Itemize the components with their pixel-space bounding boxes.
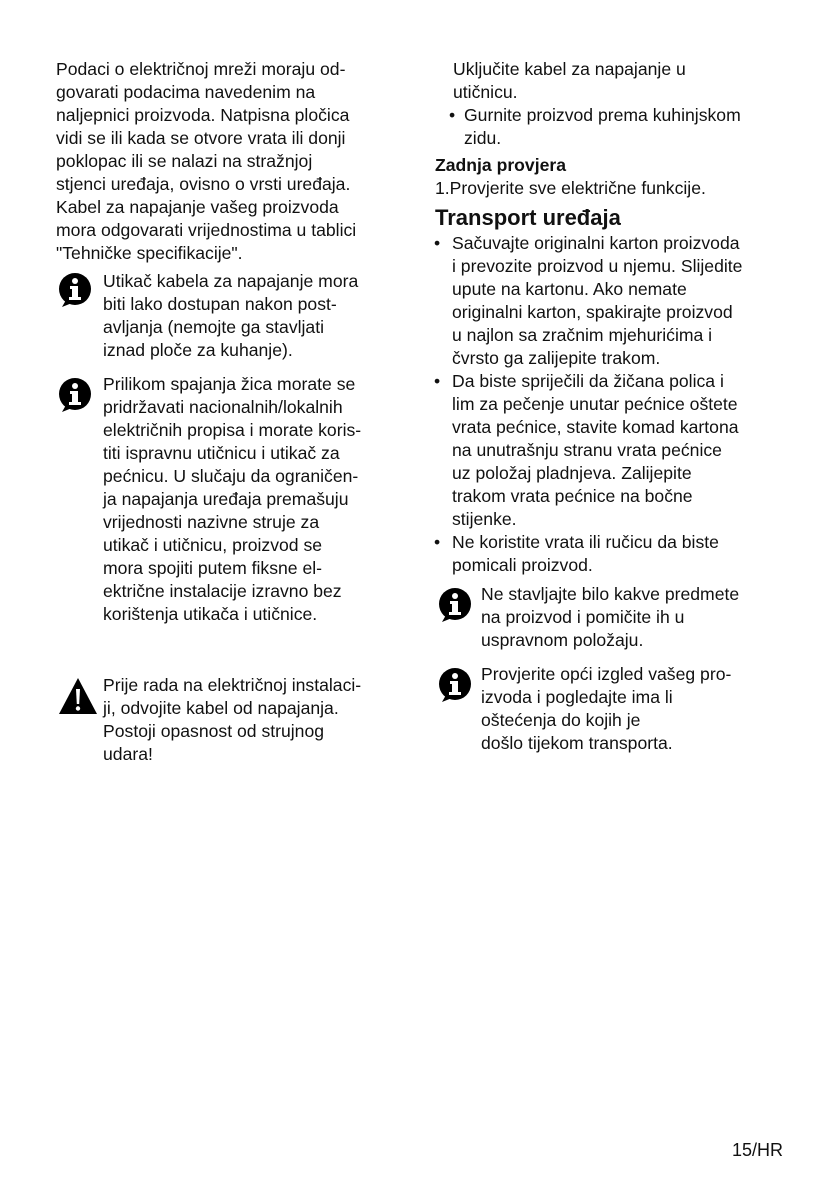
text-line: Gurnite proizvod prema kuhinjskom [464, 105, 741, 125]
info-icon [58, 272, 92, 308]
info-icon [58, 377, 92, 413]
text-line: pridržavati nacionalnih/lokalnih [103, 397, 343, 417]
text-line: mora spojiti putem fiksne el- [103, 558, 323, 578]
text-line: upute na kartonu. Ako nemate [452, 279, 687, 299]
info-icon [438, 587, 472, 623]
bullet-marker: • [434, 233, 441, 253]
text-line: i prevozite proizvod u njemu. Slijedite [452, 256, 743, 276]
text-line: Prije rada na električnoj instalaci- [103, 675, 362, 695]
note-wiring-regulations [103, 373, 361, 626]
text-line: poklopac ili se nalazi na stražnjoj [56, 151, 313, 171]
text-line: izvoda i pogledajte ima li [481, 687, 673, 707]
page-number: 15/HR [731, 1140, 783, 1160]
text-line: uspravnom položaju. [481, 630, 644, 650]
text-line: pomicali proizvod. [452, 555, 593, 575]
text-line: na unutrašnju stranu vrata pećnice [452, 440, 722, 460]
text-line: došlo tijekom transporta. [481, 733, 673, 753]
transport-bullet-shelf [434, 370, 739, 531]
text-line: u najlon sa zračnim mjehurićima i [452, 325, 713, 345]
text-line: ektrične instalacije izravno bez [103, 581, 342, 601]
note-plug-access [103, 270, 358, 362]
transport-bullet-handle [434, 531, 719, 577]
text-line: "Tehničke specifikacije". [56, 243, 243, 263]
bullet-marker: • [449, 105, 456, 125]
text-line: naljepnici proizvoda. Natpisna pločica [56, 105, 350, 125]
warning-icon [57, 676, 99, 716]
text-line: originalni karton, spakirajte proizvod [452, 302, 733, 322]
text-line: korištenja utikača i utičnice. [103, 604, 318, 624]
text-line: titi ispravnu utičnicu i utikač za [103, 443, 340, 463]
note-no-objects [481, 583, 739, 652]
text-line: Ne koristite vrata ili ručicu da biste [452, 532, 719, 552]
text-line: vrata pećnice, stavite komad kartona [452, 417, 739, 437]
text-line: Ne stavljajte bilo kakve predmete [481, 584, 740, 604]
push-bullet [449, 104, 741, 150]
bullet-marker: • [434, 532, 441, 552]
text-line: na proizvod i pomičite ih u [481, 607, 685, 627]
text-line: ji, odvojite kabel od napajanja. [103, 698, 339, 718]
bullet-marker: • [434, 371, 441, 391]
final-check-heading: Zadnja provjera [435, 155, 567, 175]
text-line: Prilikom spajanja žica morate se [103, 374, 356, 394]
info-icon [438, 667, 472, 703]
intro-paragraph [56, 58, 356, 265]
text-line: stjenci uređaja, ovisno o vrsti uređaja. [56, 174, 351, 194]
text-line: Podaci o električnoj mreži moraju od- [56, 59, 346, 79]
text-line: pećnicu. U slučaju da ograničen- [103, 466, 359, 486]
text-line: mora odgovarati vrijednostima u tablici [56, 220, 357, 240]
text-line: Utikač kabela za napajanje mora [103, 271, 359, 291]
text-line: Uključite kabel za napajanje u [453, 59, 686, 79]
text-line: utikač i utičnicu, proizvod se [103, 535, 323, 555]
note-check-damage [481, 663, 731, 755]
text-line: utičnicu. [453, 82, 518, 102]
text-line: oštećenja do kojih je [481, 710, 641, 730]
text-line: Da biste spriječili da žičana polica i [452, 371, 724, 391]
text-line: zidu. [464, 128, 502, 148]
text-line: udara! [103, 744, 153, 764]
text-line: Kabel za napajanje vašeg proizvoda [56, 197, 339, 217]
text-line: vrijednosti nazivne struje za [103, 512, 320, 532]
plug-in-instruction [453, 58, 686, 104]
warning-electrical [103, 674, 361, 766]
text-line: govarati podacima navedenim na [56, 82, 316, 102]
text-line: vidi se ili kada se otvore vrata ili donji [56, 128, 346, 148]
text-line: avljanja (nemojte ga stavljati [103, 317, 325, 337]
text-line: biti lako dostupan nakon post- [103, 294, 337, 314]
text-line: uz položaj pladnjeva. Zalijepite [452, 463, 692, 483]
final-check-item: 1.Provjerite sve električne funkcije. [435, 178, 706, 198]
text-line: električnih propisa i morate koris- [103, 420, 362, 440]
text-line: iznad ploče za kuhanje). [103, 340, 293, 360]
text-line: trakom vrata pećnice na bočne [452, 486, 693, 506]
text-line: lim za pečenje unutar pećnice oštete [452, 394, 738, 414]
text-line: ja napajanja uređaja premašuju [103, 489, 349, 509]
text-line: Postoji opasnost od strujnog [103, 721, 325, 741]
transport-heading: Transport uređaja [435, 205, 621, 230]
transport-bullet-carton [434, 232, 742, 370]
text-line: stijenke. [452, 509, 517, 529]
text-line: čvrsto ga zalijepite trakom. [452, 348, 661, 368]
text-line: Sačuvajte originalni karton proizvoda [452, 233, 740, 253]
text-line: Provjerite opći izgled vašeg pro- [481, 664, 732, 684]
